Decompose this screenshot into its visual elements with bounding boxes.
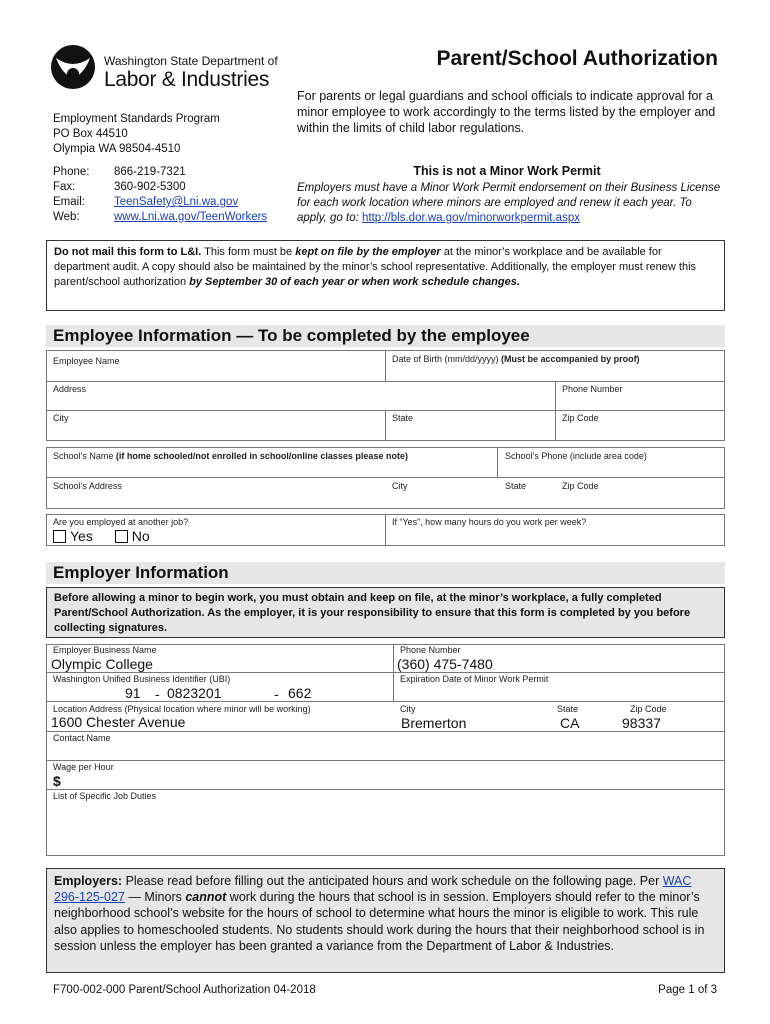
school-name-label-text: School’s Name <box>53 451 114 461</box>
no-label: No <box>131 528 150 544</box>
ubi-label: Washington Unified Business Identifier (UBI) <box>53 674 231 684</box>
phone-label: Phone: <box>53 166 90 178</box>
wage-label: Wage per Hour <box>53 762 114 772</box>
ubi-dash2: - <box>274 686 279 702</box>
yes-option[interactable] <box>53 528 93 544</box>
address-label: Address <box>53 384 87 394</box>
fax-label: Fax: <box>53 181 76 193</box>
city-label: City <box>53 413 69 423</box>
notice-text-1: This form must be <box>201 246 296 258</box>
employer-heading: Employer Information <box>53 563 229 582</box>
not-permit-heading: This is not a Minor Work Permit <box>413 164 601 178</box>
dob-label-text: Date of Birth (mm/dd/yyyy) <box>392 354 499 364</box>
po-box: PO Box 44510 <box>53 128 128 140</box>
state-label: State <box>392 413 414 423</box>
school-state-label: State <box>505 481 527 491</box>
job-duties-label: List of Specific Job Duties <box>53 791 157 801</box>
ubi-dash1: - <box>155 686 160 702</box>
not-permit-body: Employers must have a Minor Work Permit endorsement on their Business License for each work location where minors are employed and renew it each year. To apply, go to: <box>297 182 721 224</box>
ubi-part3: 662 <box>288 685 312 701</box>
dob-label <box>392 354 640 364</box>
wac-link[interactable]: WAC 296-125-027 <box>54 874 692 905</box>
employer-state-label: State <box>557 704 579 714</box>
page-number: Page 1 of 3 <box>658 984 717 996</box>
no-checkbox[interactable] <box>115 530 128 543</box>
school-city-label: City <box>392 481 408 491</box>
employer-city-label: City <box>400 704 416 714</box>
contact-block <box>53 165 267 225</box>
agency-phone: 866-219-7321 <box>114 166 186 178</box>
lni-logo-icon <box>50 44 96 90</box>
employer-phone-label: Phone Number <box>400 645 461 655</box>
school-name-label <box>53 451 408 461</box>
form-id: F700-002-000 Parent/School Authorization 04-2018 <box>53 984 316 996</box>
employee-phone-label: Phone Number <box>562 384 623 394</box>
yes-checkbox[interactable] <box>53 530 66 543</box>
agency-logo <box>50 44 96 90</box>
business-name-value: Olympic College <box>51 656 153 672</box>
employer-notice-text: Before allowing a minor to begin work, you must obtain and keep on file, at the minor’s workplace, a fully completed Parent/School Authorization. As the employer, it is your responsibility to ensure that this form is completed by you before collecting signatures. <box>54 592 691 634</box>
location-label: Location Address (Physical location where minor will be working) <box>53 704 311 714</box>
employers-note-text-3: work during the hours that school is in session. Employers should refer to the minor’s neighborhood school’s website for the hours of school to determine what hours the minor is eligible to work. This rule also applies to homeschooled students. No students should work during the hours that their neighborhood school is in session unless the employer has been granted a variance from the Department of Labor & Industries. <box>54 890 705 953</box>
dob-proof-note: (Must be accompanied by proof) <box>501 354 640 364</box>
school-address-field[interactable] <box>46 477 725 509</box>
wage-field[interactable] <box>46 760 725 790</box>
page-title: Parent/School Authorization <box>436 47 718 70</box>
program-name: Employment Standards Program <box>53 113 220 125</box>
employer-zip-label: Zip Code <box>630 704 667 714</box>
employers-note-text-1: Please read before filling out the anticipated hours and work schedule on the following page. Per <box>122 874 663 888</box>
employer-city-value: Bremerton <box>401 715 467 731</box>
web-label: Web: <box>53 211 80 223</box>
agency-name-line2: Labor & Industries <box>104 68 270 91</box>
notice-emphasis-2: by September 30 of each year or when work schedule changes. <box>189 276 520 288</box>
notice-box <box>46 240 725 311</box>
city-field[interactable] <box>46 410 386 441</box>
school-name-note: (if home schooled/not enrolled in school/online classes please note) <box>115 451 408 461</box>
employer-zip-value: 98337 <box>622 715 661 731</box>
address-field[interactable] <box>46 381 556 411</box>
employer-state-value: CA <box>560 715 580 731</box>
location-value: 1600 Chester Avenue <box>51 714 186 730</box>
employers-note-text-2: — Minors <box>124 890 186 905</box>
employee-name-label: Employee Name <box>53 356 120 366</box>
notice-emphasis-1: kept on file by the employer <box>295 246 441 258</box>
not-permit-text <box>297 181 722 226</box>
notice-text-2: at the minor’s workplace and be available for department audit. A copy should also be maintained by the minor’s school representative. Additionally, the employer must renew this parent/school authorization <box>54 246 697 288</box>
wage-symbol: $ <box>53 773 61 789</box>
permit-expiration-label: Expiration Date of Minor Work Permit <box>400 674 549 684</box>
agency-fax: 360-902-5300 <box>114 181 186 193</box>
yes-label: Yes <box>70 528 93 544</box>
agency-city: Olympia WA 98504-4510 <box>53 143 181 155</box>
ubi-part2: 0823201 <box>167 685 222 701</box>
school-zip-label: Zip Code <box>562 481 599 491</box>
hours-per-week-label: If “Yes”, how many hours do you work per week? <box>392 517 587 527</box>
employers-note-bold: Employers: <box>54 874 123 888</box>
employer-notice-box <box>46 587 725 638</box>
agency-web-link[interactable]: www.Lni.wa.gov/TeenWorkers <box>114 211 268 223</box>
other-job-options <box>53 528 150 544</box>
contact-name-label: Contact Name <box>53 733 111 743</box>
other-job-label: Are you employed at another job? <box>53 517 189 527</box>
business-name-label: Employer Business Name <box>53 645 157 655</box>
employee-heading: Employee Information — To be completed by the employee <box>53 326 530 345</box>
school-phone-label: School’s Phone (include area code) <box>505 451 647 461</box>
employer-phone-value: (360) 475-7480 <box>397 656 493 672</box>
contact-name-field[interactable] <box>46 731 725 761</box>
minor-permit-link[interactable]: http://bls.dor.wa.gov/minorworkpermit.aspx <box>362 212 580 224</box>
email-label: Email: <box>53 196 85 208</box>
no-option[interactable] <box>115 528 150 544</box>
employers-note-emphasis: cannot <box>185 890 227 905</box>
employers-note-box <box>46 868 725 973</box>
notice-bold: Do not mail this form to L&I. <box>54 246 202 258</box>
school-address-label: School’s Address <box>53 481 122 491</box>
agency-name-line1: Washington State Department of <box>104 54 278 68</box>
agency-email-link[interactable]: TeenSafety@Lni.wa.gov <box>114 196 239 208</box>
ubi-part1: 91 <box>125 685 141 701</box>
intro-text: For parents or legal guardians and school officials to indicate approval for a minor employee to work accordingly to the terms listed by the employer and within the limits of child labor regulations. <box>297 89 716 135</box>
zip-label: Zip Code <box>562 413 599 423</box>
employee-name-field[interactable] <box>46 350 386 382</box>
